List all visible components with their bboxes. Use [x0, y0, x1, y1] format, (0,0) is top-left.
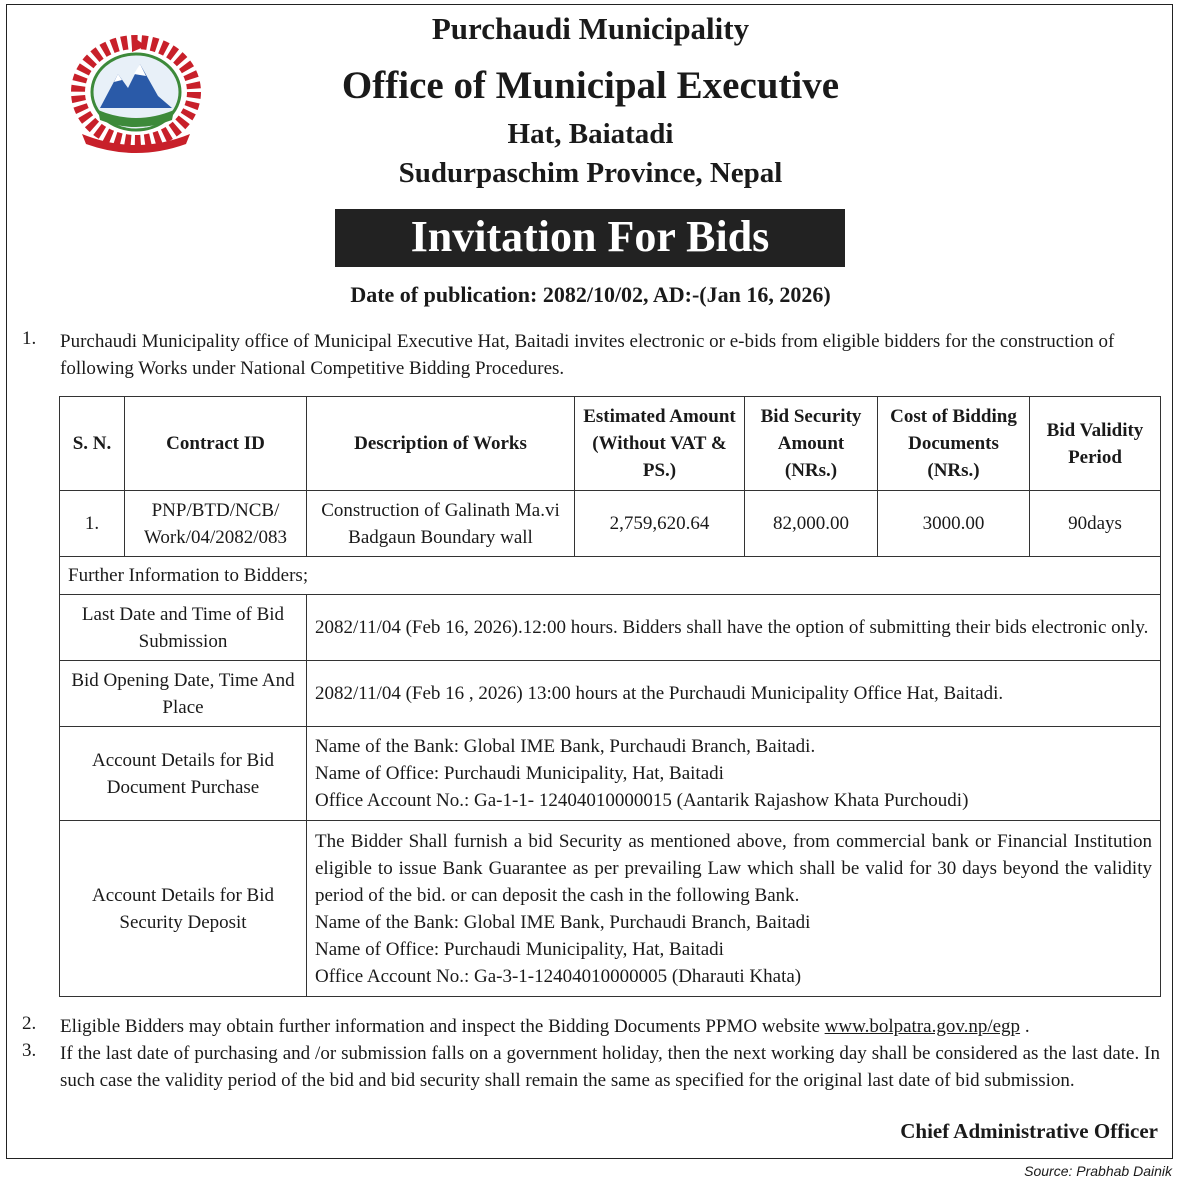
purchase-office-line: Name of Office: Purchaudi Municipality, Hat, Baitadi — [315, 763, 724, 784]
item-2-text — [60, 1013, 1160, 1040]
detail-label-submission: Last Date and Time of Bid Submission — [60, 595, 307, 661]
further-info-label: Further Information to Bidders; — [60, 557, 1161, 595]
detail-value-submission: 2082/11/04 (Feb 16, 2026).12:00 hours. Bidders shall have the option of submitting their bids electronic only. — [307, 595, 1161, 661]
header-validity: Bid Validity Period — [1030, 397, 1161, 491]
item-2-body: Eligible Bidders may obtain further information and inspect the Bidding Documents PPMO website — [60, 1016, 820, 1037]
detail-row — [60, 661, 1161, 727]
header-bid-security: Bid Security Amount (NRs.) — [745, 397, 878, 491]
item-1-number: 1. — [22, 328, 37, 349]
header-sn: S. N. — [60, 397, 125, 491]
detail-row — [60, 821, 1161, 997]
detail-row — [60, 727, 1161, 821]
source-credit: Source: Prabhab Dainik — [1024, 1163, 1172, 1179]
address-line-1: Hat, Baiatadi — [507, 118, 674, 150]
cell-contract-id: PNP/BTD/NCB/ Work/04/2082/083 — [125, 491, 307, 557]
security-office-line: Name of Office: Purchaudi Municipality, Hat, Baitadi — [315, 938, 724, 960]
municipality-name: Purchaudi Municipality — [431, 11, 750, 46]
address-line-2: Sudurpaschim Province, Nepal — [398, 157, 783, 189]
detail-label-purchase: Account Details for Bid Document Purchase — [60, 727, 307, 821]
table-row — [60, 491, 1161, 557]
security-instruction: The Bidder Shall furnish a bid Security as mentioned above, from commercial bank or Financial Institution eligible to issue Bank Guarantee as per prevailing Law which shall be valid for 30 days beyond the validity period of the bid. or can deposit the cash in the following Bank. — [315, 830, 1152, 906]
item-2-end: . — [1020, 1016, 1030, 1037]
detail-value-purchase — [307, 727, 1161, 821]
signature: Chief Administrative Officer — [900, 1119, 1158, 1143]
purchase-account-line: Office Account No.: Ga-1-1- 12404010000015 (Aantarik Rajashow Khata Purchoudi) — [315, 790, 969, 811]
header-estimated-amount: Estimated Amount (Without VAT & PS.) — [575, 397, 745, 491]
item-2-number: 2. — [22, 1013, 37, 1034]
table-header-row — [60, 397, 1161, 491]
notice-banner: Invitation For Bids — [335, 209, 845, 267]
office-title: Office of Municipal Executive — [341, 64, 840, 107]
publication-date: Date of publication: 2082/10/02, AD:-(Jan 16, 2026) — [350, 282, 831, 307]
item-1-text: Purchaudi Municipality office of Municipal Executive Hat, Baitadi invites electronic or e-bids from eligible bidders for the construction of following Works under National Competitive Bidding Procedures. — [60, 331, 1115, 379]
cell-cost-documents: 3000.00 — [878, 491, 1030, 557]
cell-sn: 1. — [60, 491, 125, 557]
cell-description: Construction of Galinath Ma.vi Badgaun Boundary wall — [307, 491, 575, 557]
detail-value-opening: 2082/11/04 (Feb 16 , 2026) 13:00 hours at the Purchaudi Municipality Office Hat, Baitadi. — [307, 661, 1161, 727]
security-account-line: Office Account No.: Ga-3-1-12404010000005 (Dharauti Khata) — [315, 965, 802, 987]
detail-value-security — [307, 821, 1161, 997]
bid-table — [59, 396, 1161, 997]
cell-bid-security: 82,000.00 — [745, 491, 878, 557]
header-contract-id: Contract ID — [125, 397, 307, 491]
detail-row — [60, 595, 1161, 661]
purchase-bank-line: Name of the Bank: Global IME Bank, Purchaudi Branch, Baitadi. — [315, 736, 816, 757]
security-bank-line: Name of the Bank: Global IME Bank, Purchaudi Branch, Baitadi — [315, 911, 811, 933]
cell-validity: 90days — [1030, 491, 1161, 557]
further-info-row — [60, 557, 1161, 595]
cell-estimated-amount: 2,759,620.64 — [575, 491, 745, 557]
header-description: Description of Works — [307, 397, 575, 491]
item-3-number: 3. — [22, 1040, 37, 1061]
detail-label-security: Account Details for Bid Security Deposit — [60, 821, 307, 997]
item-3-text: If the last date of purchasing and /or submission falls on a government holiday, then the next working day shall be considered as the last date. In such case the validity period of the bid and bid security shall remain the same as specified for the original last date of bid submission. — [60, 1043, 1160, 1091]
bolpatra-link[interactable]: www.bolpatra.gov.np/egp — [824, 1016, 1021, 1037]
detail-label-opening: Bid Opening Date, Time And Place — [60, 661, 307, 727]
header-cost-documents: Cost of Bidding Documents (NRs.) — [878, 397, 1030, 491]
